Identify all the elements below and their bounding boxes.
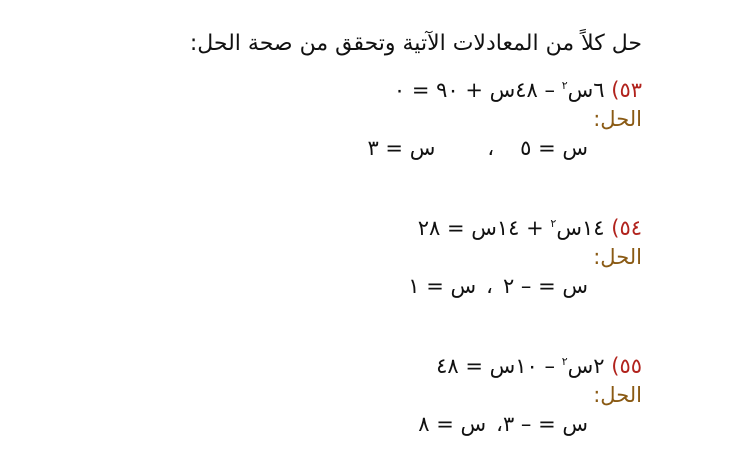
equation-rest: – ١٠س = ٤٨ (436, 354, 556, 378)
answer-2: س = ٣ (367, 136, 436, 160)
solution-label: الحل: (593, 245, 642, 269)
problem-53-answers (367, 134, 588, 162)
answer-1: س = – ٣، (496, 412, 588, 436)
equation-term-squared: ٢س$^٢$ (561, 354, 605, 378)
answer-1: س = ٥ (520, 136, 588, 160)
problem-55-equation (436, 352, 642, 380)
equation-term-squared: ٦س$^٢$ (561, 78, 605, 102)
exponent: ٢ (561, 355, 568, 368)
problem-54-answers (408, 272, 588, 300)
answer-2: س = ٨ (418, 412, 487, 436)
answer-2: س = ١ (408, 274, 477, 298)
solution-label: الحل: (593, 107, 642, 131)
problem-number: ٥٥) (611, 354, 642, 378)
instruction-heading: حل كلاً من المعادلات الآتية وتحقق من صحة الحل: (189, 31, 642, 56)
problem-number: ٥٣) (611, 78, 642, 102)
equation-rest: – ٤٨س + ٩٠ = ٠ (393, 78, 556, 102)
problem-number: ٥٤) (611, 216, 642, 240)
answer-1: س = – ٢ (502, 274, 588, 298)
answer-separator: ، (487, 136, 495, 160)
problem-54-equation (418, 214, 642, 242)
equation-rest: + ١٤س = ٢٨ (417, 216, 544, 240)
answer-separator: ، (486, 274, 493, 298)
exponent: ٢ (561, 79, 568, 92)
exponent: ٢ (550, 217, 557, 230)
equation-term-squared: ١٤س$^٢$ (550, 216, 605, 240)
solution-label: الحل: (593, 383, 642, 407)
problem-55-answers (418, 410, 588, 438)
problem-53-equation (394, 76, 642, 104)
